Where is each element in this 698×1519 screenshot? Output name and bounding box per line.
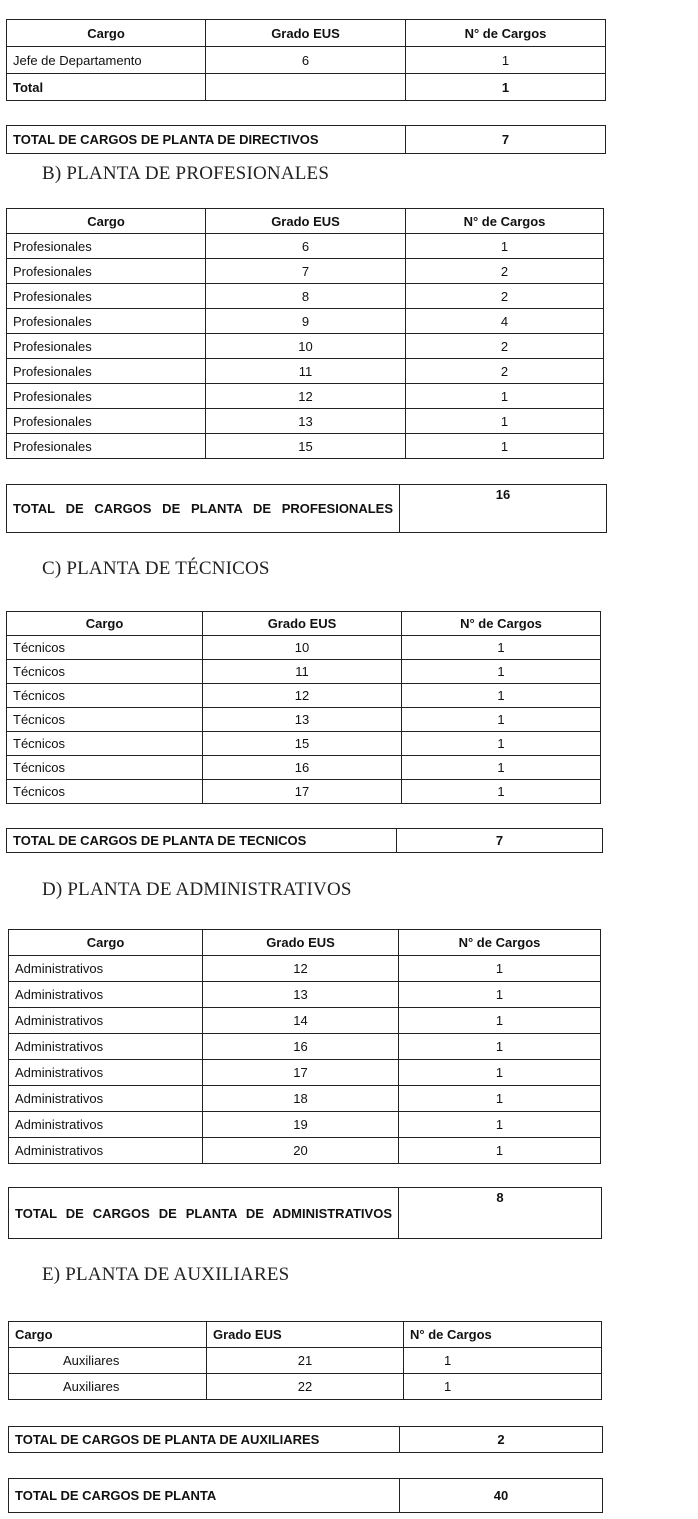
grado-cell: 17 bbox=[203, 780, 402, 804]
count-cell: 4 bbox=[406, 309, 604, 334]
grado-cell: 18 bbox=[203, 1086, 399, 1112]
cargo-cell: Profesionales bbox=[7, 259, 206, 284]
column-header: N° de Cargos bbox=[399, 930, 601, 956]
table-row bbox=[7, 756, 601, 780]
column-header: Grado EUS bbox=[206, 209, 406, 234]
column-header: Grado EUS bbox=[203, 930, 399, 956]
column-header: Cargo bbox=[7, 612, 203, 636]
tecnicos-section-heading: C) PLANTA DE TÉCNICOS bbox=[42, 558, 270, 579]
cargo-cell: Profesionales bbox=[7, 409, 206, 434]
column-header: Cargo bbox=[7, 20, 206, 47]
cargo-cell: Técnicos bbox=[7, 756, 203, 780]
table-header-row bbox=[7, 20, 606, 47]
count-cell: 1 bbox=[399, 1060, 601, 1086]
count-cell: 1 bbox=[406, 409, 604, 434]
count-cell: 1 bbox=[406, 234, 604, 259]
grado-cell: 20 bbox=[203, 1138, 399, 1164]
table-row bbox=[7, 684, 601, 708]
column-header: N° de Cargos bbox=[406, 20, 606, 47]
cargo-cell: Administrativos bbox=[9, 1034, 203, 1060]
grado-cell: 10 bbox=[206, 334, 406, 359]
cargo-cell: Técnicos bbox=[7, 660, 203, 684]
planta-total-label: TOTAL DE CARGOS DE PLANTA bbox=[9, 1479, 400, 1513]
total-cell: Total bbox=[7, 74, 206, 101]
count-cell: 1 bbox=[402, 756, 601, 780]
table-row bbox=[7, 660, 601, 684]
table-row bbox=[7, 359, 604, 384]
count-cell: 1 bbox=[402, 732, 601, 756]
grand-total-label: TOTAL DE CARGOS DE PLANTA DE ADMINISTRATIVOS bbox=[9, 1188, 399, 1239]
grado-cell: 7 bbox=[206, 259, 406, 284]
grado-cell: 12 bbox=[203, 684, 402, 708]
count-cell: 2 bbox=[406, 334, 604, 359]
grand-total-value: 7 bbox=[397, 829, 603, 853]
profesionales-grand-total bbox=[6, 484, 607, 533]
grado-cell: 16 bbox=[203, 1034, 399, 1060]
table-row bbox=[7, 334, 604, 359]
table-row bbox=[7, 409, 604, 434]
table-row bbox=[7, 234, 604, 259]
table-row bbox=[7, 708, 601, 732]
grand-total-row bbox=[9, 1188, 602, 1239]
cargo-cell: Profesionales bbox=[7, 284, 206, 309]
cargo-cell: Profesionales bbox=[7, 334, 206, 359]
grado-cell: 22 bbox=[207, 1374, 404, 1400]
table-header-row bbox=[9, 930, 601, 956]
table-row bbox=[7, 47, 606, 74]
table-row bbox=[9, 1086, 601, 1112]
table-row bbox=[7, 780, 601, 804]
cargo-cell: Profesionales bbox=[7, 234, 206, 259]
count-cell: 1 bbox=[399, 1112, 601, 1138]
count-cell: 1 bbox=[402, 660, 601, 684]
grado-cell: 6 bbox=[206, 47, 406, 74]
directivos-table bbox=[6, 19, 606, 101]
count-cell: 2 bbox=[406, 359, 604, 384]
table-row bbox=[9, 1112, 601, 1138]
total-row bbox=[7, 74, 606, 101]
cargo-cell: Profesionales bbox=[7, 359, 206, 384]
total-cell: 1 bbox=[406, 74, 606, 101]
count-cell: 1 bbox=[402, 684, 601, 708]
grand-total-row bbox=[7, 485, 607, 533]
count-cell: 1 bbox=[404, 1374, 602, 1400]
grand-total-row bbox=[7, 126, 606, 154]
grado-cell: 9 bbox=[206, 309, 406, 334]
table-row bbox=[7, 384, 604, 409]
grand-total-row bbox=[9, 1479, 603, 1513]
count-cell: 1 bbox=[399, 1086, 601, 1112]
grand-total-value: 16 bbox=[400, 485, 607, 533]
cargo-cell: Administrativos bbox=[9, 1138, 203, 1164]
column-header: Cargo bbox=[9, 1322, 207, 1348]
cargo-cell: Profesionales bbox=[7, 434, 206, 459]
cargo-cell: Jefe de Departamento bbox=[7, 47, 206, 74]
directivos-grand-total bbox=[6, 125, 606, 154]
auxiliares-grand-total bbox=[8, 1426, 603, 1453]
count-cell: 1 bbox=[399, 1008, 601, 1034]
table-row bbox=[9, 1060, 601, 1086]
column-header: N° de Cargos bbox=[406, 209, 604, 234]
table-row bbox=[9, 956, 601, 982]
administrativos-table bbox=[8, 929, 601, 1164]
cargo-cell: Técnicos bbox=[7, 636, 203, 660]
count-cell: 1 bbox=[402, 780, 601, 804]
count-cell: 2 bbox=[406, 284, 604, 309]
grado-cell: 13 bbox=[203, 708, 402, 732]
table-header-row bbox=[7, 612, 601, 636]
grado-cell: 13 bbox=[206, 409, 406, 434]
table-row bbox=[7, 309, 604, 334]
total-cell bbox=[206, 74, 406, 101]
grand-total-value: 2 bbox=[400, 1427, 603, 1453]
table-header-row bbox=[7, 209, 604, 234]
table-row bbox=[7, 284, 604, 309]
table-row bbox=[9, 1374, 602, 1400]
grado-cell: 15 bbox=[206, 434, 406, 459]
cargo-cell: Profesionales bbox=[7, 309, 206, 334]
count-cell: 1 bbox=[399, 1034, 601, 1060]
count-cell: 1 bbox=[404, 1348, 602, 1374]
column-header: N° de Cargos bbox=[404, 1322, 602, 1348]
cargo-cell: Auxiliares bbox=[9, 1348, 207, 1374]
cargo-cell: Técnicos bbox=[7, 732, 203, 756]
grado-cell: 12 bbox=[203, 956, 399, 982]
cargo-cell: Administrativos bbox=[9, 1060, 203, 1086]
grado-cell: 19 bbox=[203, 1112, 399, 1138]
tecnicos-grand-total bbox=[6, 828, 603, 853]
count-cell: 1 bbox=[399, 982, 601, 1008]
count-cell: 1 bbox=[406, 384, 604, 409]
cargo-cell: Administrativos bbox=[9, 982, 203, 1008]
profesionales-table bbox=[6, 208, 604, 459]
count-cell: 1 bbox=[399, 1138, 601, 1164]
grado-cell: 8 bbox=[206, 284, 406, 309]
grado-cell: 21 bbox=[207, 1348, 404, 1374]
cargo-cell: Administrativos bbox=[9, 956, 203, 982]
table-row bbox=[7, 732, 601, 756]
tecnicos-table bbox=[6, 611, 601, 804]
grado-cell: 6 bbox=[206, 234, 406, 259]
cargo-cell: Técnicos bbox=[7, 684, 203, 708]
column-header: Grado EUS bbox=[206, 20, 406, 47]
count-cell: 1 bbox=[402, 708, 601, 732]
cargo-cell: Técnicos bbox=[7, 708, 203, 732]
grado-cell: 10 bbox=[203, 636, 402, 660]
table-row bbox=[7, 636, 601, 660]
grado-cell: 12 bbox=[206, 384, 406, 409]
auxiliares-table bbox=[8, 1321, 602, 1400]
grado-cell: 13 bbox=[203, 982, 399, 1008]
count-cell: 1 bbox=[406, 434, 604, 459]
count-cell: 1 bbox=[402, 636, 601, 660]
planta-total-value: 40 bbox=[400, 1479, 603, 1513]
profesionales-section-heading: B) PLANTA DE PROFESIONALES bbox=[42, 163, 330, 184]
cargo-cell: Administrativos bbox=[9, 1086, 203, 1112]
column-header: Cargo bbox=[7, 209, 206, 234]
administrativos-section-heading: D) PLANTA DE ADMINISTRATIVOS bbox=[42, 879, 352, 900]
grado-cell: 11 bbox=[206, 359, 406, 384]
table-row bbox=[9, 1138, 601, 1164]
grado-cell: 15 bbox=[203, 732, 402, 756]
cargo-cell: Auxiliares bbox=[9, 1374, 207, 1400]
grand-total-value: 7 bbox=[406, 126, 606, 154]
cargo-cell: Administrativos bbox=[9, 1112, 203, 1138]
count-cell: 1 bbox=[399, 956, 601, 982]
administrativos-grand-total bbox=[8, 1187, 602, 1239]
grand-total-label: TOTAL DE CARGOS DE PLANTA DE DIRECTIVOS bbox=[7, 126, 406, 154]
table-row bbox=[9, 1348, 602, 1374]
cargo-cell: Administrativos bbox=[9, 1008, 203, 1034]
cargo-cell: Técnicos bbox=[7, 780, 203, 804]
grado-cell: 16 bbox=[203, 756, 402, 780]
column-header: Cargo bbox=[9, 930, 203, 956]
grand-total-label: TOTAL DE CARGOS DE PLANTA DE TECNICOS bbox=[7, 829, 397, 853]
column-header: Grado EUS bbox=[203, 612, 402, 636]
grado-cell: 14 bbox=[203, 1008, 399, 1034]
column-header: N° de Cargos bbox=[402, 612, 601, 636]
column-header: Grado EUS bbox=[207, 1322, 404, 1348]
table-row bbox=[9, 1008, 601, 1034]
planta-total bbox=[8, 1478, 603, 1513]
grand-total-label: TOTAL DE CARGOS DE PLANTA DE AUXILIARES bbox=[9, 1427, 400, 1453]
grand-total-row bbox=[9, 1427, 603, 1453]
table-row bbox=[9, 1034, 601, 1060]
grado-cell: 11 bbox=[203, 660, 402, 684]
cargo-cell: Profesionales bbox=[7, 384, 206, 409]
table-row bbox=[7, 434, 604, 459]
table-header-row bbox=[9, 1322, 602, 1348]
table-row bbox=[7, 259, 604, 284]
grand-total-row bbox=[7, 829, 603, 853]
count-cell: 2 bbox=[406, 259, 604, 284]
count-cell: 1 bbox=[406, 47, 606, 74]
table-row bbox=[9, 982, 601, 1008]
auxiliares-section-heading: E) PLANTA DE AUXILIARES bbox=[42, 1264, 290, 1285]
grand-total-value: 8 bbox=[399, 1188, 602, 1239]
grado-cell: 17 bbox=[203, 1060, 399, 1086]
grand-total-label: TOTAL DE CARGOS DE PLANTA DE PROFESIONALES bbox=[7, 485, 400, 533]
